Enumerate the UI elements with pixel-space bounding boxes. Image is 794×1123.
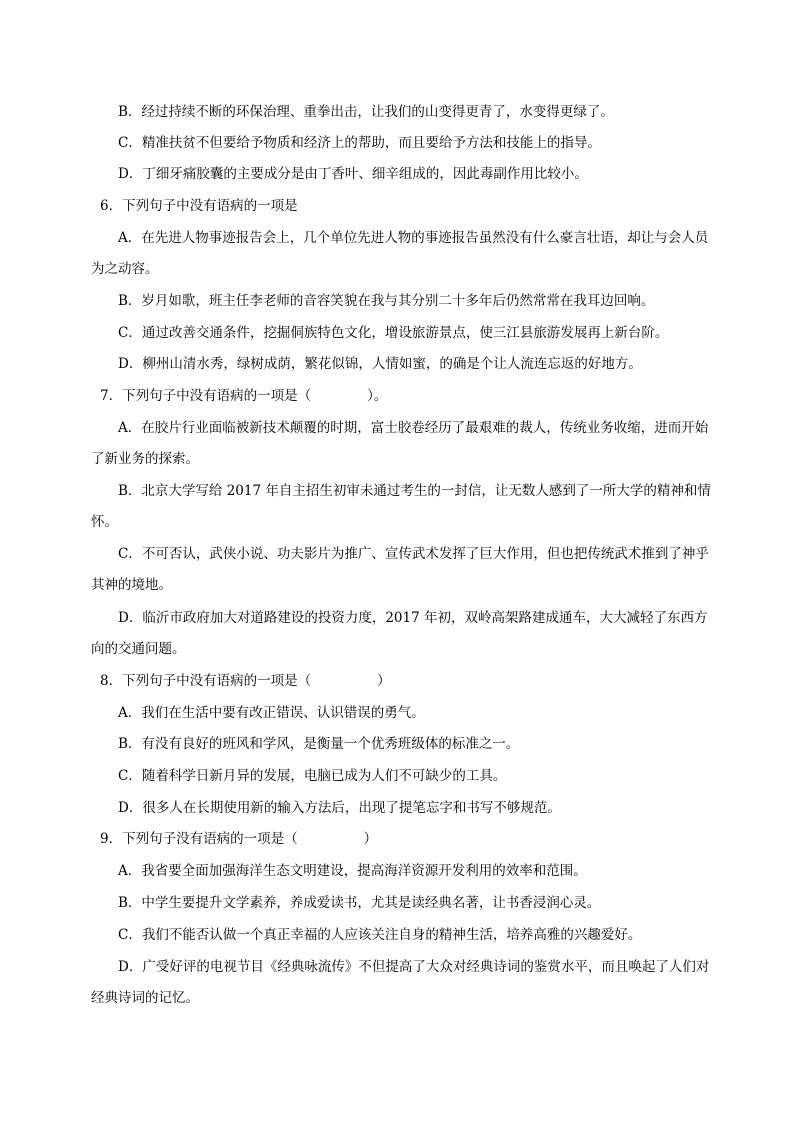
q9-option-d-line2: 经典诗词的记忆。 [91,990,199,1006]
q9-stem-text: 9．下列句子没有语病的一项是（ [100,831,298,847]
q9-option-a: A．我省要全面加强海洋生态文明建设，提高海洋资源开发利用的效率和范围。 [118,863,587,879]
q8-option-c: C．随着科学日新月异的发展，电脑已成为人们不可缺少的工具。 [118,768,507,784]
q7-option-b-line1: B．北京大学写给 2017 年自主招生初审未通过考生的一封信，让无数人感到了一所大学的精神和情 [118,483,711,499]
q8-stem [100,668,391,694]
q9-stem [100,826,377,852]
q9-option-b: B．中学生要提升文学素养，养成爱读书，尤其是读经典名著，让书香浸润心灵。 [118,895,601,911]
q8-stem-text: 8．下列句子中没有语病的一项是（ [100,673,312,689]
q8-option-a: A．我们在生活中要有改正错误、认识错误的勇气。 [118,705,425,721]
q6-stem: 6．下列句子中没有语病的一项是 [100,198,298,214]
q7-option-a-line1: A．在胶片行业面临被新技术颠覆的时期，富士胶卷经历了最艰难的裁人，传统业务收缩，进而开始 [118,420,709,436]
q6-option-a-line2: 为之动容。 [91,261,159,277]
q7-option-b-line2: 怀。 [91,514,118,530]
q7-stem-text: 7．下列句子中没有语病的一项是（ [100,388,312,404]
q6-option-a-line1: A．在先进人物事迹报告会上，几个单位先进人物的事迹报告虽然没有什么豪言壮语，却让与会人员 [118,230,709,246]
q7-option-a-line2: 了新业务的探索。 [91,451,199,467]
q9-option-d-line1: D．广受好评的电视节目《经典咏流传》不但提高了大众对经典诗词的鉴赏水平，而且唤起了人们对 [118,959,710,975]
q6-option-b: B．岁月如歌，班主任李老师的音容笑貌在我与其分别二十多年后仍然常常在我耳边回响。 [118,293,655,309]
q9-option-c: C．我们不能否认做一个真正幸福的人应该关注自身的精神生活，培养高雅的兴趣爱好。 [118,927,642,943]
q7-option-c-line1: C．不可否认，武侠小说、功夫影片为推广、宣传武术发挥了巨大作用，但也把传统武术推到了神乎 [118,546,709,562]
q7-stem-close: ）。 [367,388,388,404]
q6-option-c: C．通过改善交通条件，挖掘侗族特色文化，增设旅游景点，使三江县旅游发展再上新台阶。 [118,325,669,341]
q9-stem-close: ） [363,831,378,847]
q7-option-d-line2: 向的交通问题。 [91,641,186,657]
q5-option-d: D．丁细牙痛胶囊的主要成分是由丁香叶、细辛组成的，因此毒副作用比较小。 [118,166,588,182]
q7-stem [100,383,387,409]
q7-option-d-line1: D．临沂市政府加大对道路建设的投资力度，2017 年初，双岭高架路建成通车，大大减轻了东西方 [118,610,708,626]
q8-option-d: D．很多人在长期使用新的输入方法后，出现了提笔忘字和书写不够规范。 [118,800,561,816]
q5-option-b: B．经过持续不断的环保治理、重拳出击，让我们的山变得更青了，水变得更绿了。 [118,104,614,120]
q6-option-d: D．柳州山清水秀，绿树成荫，繁花似锦，人情如蜜，的确是个让人流连忘返的好地方。 [118,356,642,372]
q7-option-c-line2: 其神的境地。 [91,577,172,593]
q8-option-b: B．有没有良好的班风和学风，是衡量一个优秀班级体的标准之一。 [118,736,520,752]
q8-stem-close: ） [377,673,391,689]
q5-option-c: C．精准扶贫不但要给予物质和经济上的帮助，而且要给予方法和技能上的指导。 [118,135,601,151]
